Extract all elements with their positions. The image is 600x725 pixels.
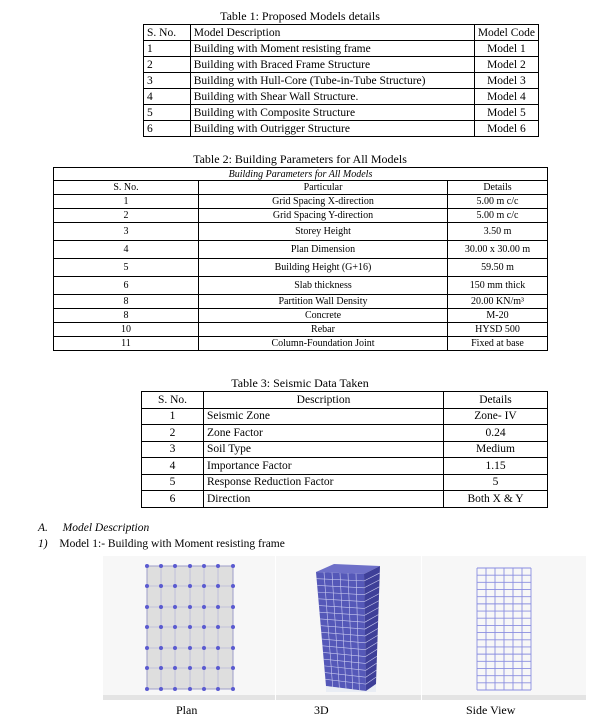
- plan-label: Plan: [176, 703, 198, 717]
- table-header-row: [142, 392, 548, 409]
- table-cell: Building with Hull-Core (Tube-in-Tube Structure): [190, 73, 474, 89]
- side-label: Side View: [466, 703, 516, 717]
- table1-caption: Table 1: Proposed Models details: [220, 9, 380, 23]
- table-cell: Building with Composite Structure: [190, 105, 474, 121]
- table-cell: Zone- IV: [444, 408, 548, 425]
- table-cell: Slab thickness: [199, 277, 448, 295]
- plan-view-image: [103, 556, 275, 700]
- section-heading-text: Model Description: [62, 522, 150, 534]
- table-cell: Rebar: [199, 323, 448, 337]
- table-header-cell: Model Description: [190, 25, 474, 41]
- table-row: [144, 73, 539, 89]
- side-figure: [422, 556, 586, 700]
- table-cell: 0.24: [444, 425, 548, 442]
- table-cell: Building with Shear Wall Structure.: [190, 89, 474, 105]
- table-cell: 1: [142, 408, 204, 425]
- section-heading-number: A.: [38, 522, 48, 534]
- table-cell: 2: [144, 57, 191, 73]
- table-cell: Model 6: [474, 121, 538, 137]
- table-cell: 3: [142, 441, 204, 458]
- table-header-cell: Details: [448, 181, 548, 195]
- table-row: [142, 408, 548, 425]
- table-row: [142, 491, 548, 508]
- table-cell: Fixed at base: [448, 337, 548, 351]
- table-cell: Importance Factor: [204, 458, 444, 475]
- table-cell: 1: [54, 195, 199, 209]
- table-cell: 5: [54, 259, 199, 277]
- table-row: [142, 441, 548, 458]
- table-header-cell: Particular: [199, 181, 448, 195]
- table-header-cell: S. No.: [54, 181, 199, 195]
- table-row: [142, 474, 548, 491]
- table-row: [144, 57, 539, 73]
- table-cell: 30.00 x 30.00 m: [448, 241, 548, 259]
- table-title: Building Parameters for All Models: [54, 168, 548, 181]
- table-row: [142, 425, 548, 442]
- table3: [141, 391, 548, 508]
- table-cell: 4: [142, 458, 204, 475]
- table-header-cell: Description: [204, 392, 444, 409]
- table-cell: Concrete: [199, 309, 448, 323]
- table-cell: 59.50 m: [448, 259, 548, 277]
- section-item: [38, 538, 285, 550]
- table-cell: 6: [144, 121, 191, 137]
- plan-figure: [103, 556, 275, 700]
- table-cell: 1: [144, 41, 191, 57]
- table-cell: Zone Factor: [204, 425, 444, 442]
- table-cell: 8: [54, 295, 199, 309]
- table-cell: 5: [444, 474, 548, 491]
- table-cell: M-20: [448, 309, 548, 323]
- table-cell: 3: [54, 223, 199, 241]
- table-cell: Model 2: [474, 57, 538, 73]
- table-cell: 2: [54, 209, 199, 223]
- table-cell: 11: [54, 337, 199, 351]
- table-cell: 8: [54, 309, 199, 323]
- table-cell: 4: [54, 241, 199, 259]
- table-cell: 5.00 m c/c: [448, 209, 548, 223]
- table-cell: Building with Outrigger Structure: [190, 121, 474, 137]
- table-cell: Soil Type: [204, 441, 444, 458]
- table-cell: Column-Foundation Joint: [199, 337, 448, 351]
- table-cell: Response Reduction Factor: [204, 474, 444, 491]
- table-header-cell: Details: [444, 392, 548, 409]
- table-header-cell: S. No.: [144, 25, 191, 41]
- table-cell: 3: [144, 73, 191, 89]
- 3d-label: 3D: [314, 703, 329, 717]
- table-row: [144, 41, 539, 57]
- table3-caption: Table 3: Seismic Data Taken: [231, 376, 369, 390]
- table-title-row: [54, 168, 548, 181]
- table2: [53, 167, 548, 351]
- table-cell: 1.15: [444, 458, 548, 475]
- table-row: [54, 259, 548, 277]
- section-item-text: Model 1:- Building with Moment resisting frame: [59, 538, 285, 550]
- table-cell: Both X & Y: [444, 491, 548, 508]
- table1: [143, 24, 539, 137]
- table-row: [54, 195, 548, 209]
- table-cell: 5: [142, 474, 204, 491]
- table-row: [142, 458, 548, 475]
- table-row: [54, 209, 548, 223]
- table-cell: Grid Spacing Y-direction: [199, 209, 448, 223]
- table-row: [144, 89, 539, 105]
- table-cell: 20.00 KN/m³: [448, 295, 548, 309]
- table-row: [144, 105, 539, 121]
- table2-caption: Table 2: Building Parameters for All Models: [193, 152, 407, 166]
- table-cell: Storey Height: [199, 223, 448, 241]
- table-cell: 6: [142, 491, 204, 508]
- table-cell: Model 4: [474, 89, 538, 105]
- table-cell: Building Height (G+16): [199, 259, 448, 277]
- table-cell: Grid Spacing X-direction: [199, 195, 448, 209]
- side-view-image: [422, 556, 586, 700]
- table-cell: Model 5: [474, 105, 538, 121]
- 3d-view-image: [276, 556, 421, 700]
- table-row: [144, 121, 539, 137]
- table-cell: 10: [54, 323, 199, 337]
- table-row: [54, 337, 548, 351]
- table-cell: 2: [142, 425, 204, 442]
- table-row: [54, 241, 548, 259]
- table-cell: Medium: [444, 441, 548, 458]
- table-cell: 6: [54, 277, 199, 295]
- section-item-number: 1): [38, 538, 48, 550]
- table-cell: Building with Moment resisting frame: [190, 41, 474, 57]
- table-header-row: [54, 181, 548, 195]
- table-row: [54, 295, 548, 309]
- table-header-row: [144, 25, 539, 41]
- table-header-cell: S. No.: [142, 392, 204, 409]
- table-cell: Seismic Zone: [204, 408, 444, 425]
- table-cell: 3.50 m: [448, 223, 548, 241]
- table-cell: Plan Dimension: [199, 241, 448, 259]
- table-cell: HYSD 500: [448, 323, 548, 337]
- table-cell: Direction: [204, 491, 444, 508]
- table-cell: Partition Wall Density: [199, 295, 448, 309]
- table-row: [54, 223, 548, 241]
- table-cell: Building with Braced Frame Structure: [190, 57, 474, 73]
- table-row: [54, 323, 548, 337]
- table-cell: 5: [144, 105, 191, 121]
- table-cell: Model 3: [474, 73, 538, 89]
- section-heading: [38, 522, 149, 534]
- table-cell: 4: [144, 89, 191, 105]
- table-cell: Model 1: [474, 41, 538, 57]
- table-cell: 5.00 m c/c: [448, 195, 548, 209]
- table-row: [54, 277, 548, 295]
- table-header-cell: Model Code: [474, 25, 538, 41]
- table-cell: 150 mm thick: [448, 277, 548, 295]
- 3d-figure: [276, 556, 421, 700]
- table-row: [54, 309, 548, 323]
